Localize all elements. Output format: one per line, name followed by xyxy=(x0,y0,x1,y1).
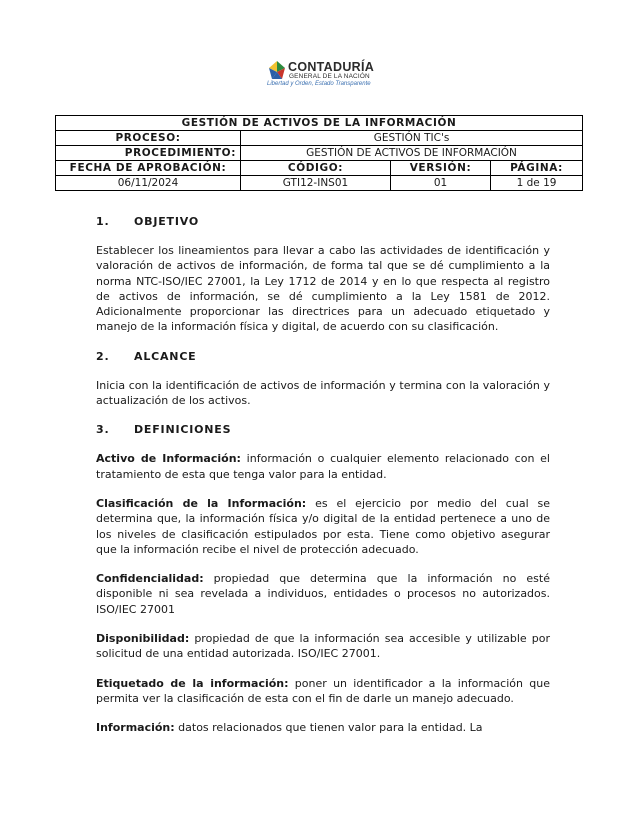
proceso-value: GESTIÓN TIC's xyxy=(241,131,583,146)
alcance-paragraph: Inicia con la identificación de activos de información y termina con la valoración y actualización de los activos. xyxy=(96,378,550,408)
section-alcance-heading xyxy=(96,349,550,364)
proceso-label: PROCESO: xyxy=(56,131,241,146)
section-title: ALCANCE xyxy=(134,349,197,363)
definition-term: Disponibilidad: xyxy=(96,632,190,646)
logo xyxy=(266,60,446,94)
procedimiento-value: GESTIÓN DE ACTIVOS DE INFORMACIÓN xyxy=(241,146,583,161)
definition-term: Activo de Información: xyxy=(96,452,241,466)
definition-term: Confidencialidad: xyxy=(96,572,204,586)
document-header-table xyxy=(55,115,583,191)
definition-text: información o cualquier elemento relacionado con el tratamiento de esta que tenga valor para la entidad. xyxy=(96,452,550,481)
definition-clasificacion xyxy=(96,496,550,557)
definition-etiquetado xyxy=(96,676,550,707)
version-value: 01 xyxy=(391,176,491,191)
logo-subtitle: GENERAL DE LA NACIÓN xyxy=(289,73,370,80)
section-definiciones-heading xyxy=(96,422,550,437)
definition-term: Etiquetado de la información: xyxy=(96,676,289,690)
logo-slogan: Libertad y Orden, Estado Transparente xyxy=(267,81,371,87)
definition-term: Clasificación de la Información: xyxy=(96,496,307,510)
definition-text: datos relacionados que tienen valor para la entidad. La xyxy=(174,721,483,735)
pagina-value: 1 de 19 xyxy=(491,176,583,191)
section-number: 2. xyxy=(96,349,110,363)
definition-text: propiedad que determina que la información no esté disponible ni sea revelada a individuos, entidades o procesos no autorizados. ISO/IEC 27001 xyxy=(96,572,550,616)
codigo-label: CÓDIGO: xyxy=(241,161,391,176)
document-body xyxy=(96,214,550,736)
logo-brand: CONTADURÍA xyxy=(288,60,375,74)
section-number: 1. xyxy=(96,215,110,228)
definition-text: propiedad de que la información sea accesible y utilizable por solicitud de una entidad autorizada. ISO/IEC 27001. xyxy=(96,632,550,661)
section-number: 3. xyxy=(96,423,110,437)
section-title: DEFINICIONES xyxy=(134,423,232,437)
codigo-value: GTI12-INS01 xyxy=(241,176,391,191)
document-title: GESTIÓN DE ACTIVOS DE LA INFORMACIÓN xyxy=(56,116,583,131)
version-label: VERSIÓN: xyxy=(391,161,491,176)
pagina-label: PÁGINA: xyxy=(491,161,583,176)
procedimiento-label: PROCEDIMIENTO: xyxy=(56,146,241,161)
definition-confidencialidad xyxy=(96,571,550,617)
definition-term: Información: xyxy=(96,721,175,735)
section-objetivo-heading xyxy=(96,214,550,229)
contaduria-emblem-icon xyxy=(268,60,286,80)
fecha-aprobacion-label: FECHA DE APROBACIÓN: xyxy=(56,161,241,176)
definition-text: es el ejercicio por medio del cual se determina que, la información física y/o digital de la entidad pertenece a uno de los niveles de clasificación estipulados por esta. Tiene como objetivo asegurar que la información recibe el nivel de protección adecuado. xyxy=(96,496,551,556)
definition-text: poner un identificador a la información que permita ver la clasificación de esta con el fin de darle un manejo adecuado. xyxy=(96,676,550,705)
section-title: OBJETIVO xyxy=(134,215,200,228)
definition-activo xyxy=(96,451,550,482)
fecha-aprobacion-value: 06/11/2024 xyxy=(56,176,241,191)
definition-informacion xyxy=(96,720,550,735)
objetivo-paragraph: Establecer los lineamientos para llevar a cabo las actividades de identificación y valoración de activos de información, de forma tal que se dé cumplimiento a la norma NTC-ISO/IEC 27001, la Ley 1712 de 2014 y en lo que respecta al registro de activos de información, se dé cumplimiento a la Ley 1581 de 2012. Adicionalmente proporcionar las directrices para un adecuado etiquetado y manejo de la información física y digital, de acuerdo con su clasificación. xyxy=(96,244,550,334)
definition-disponibilidad xyxy=(96,631,550,662)
